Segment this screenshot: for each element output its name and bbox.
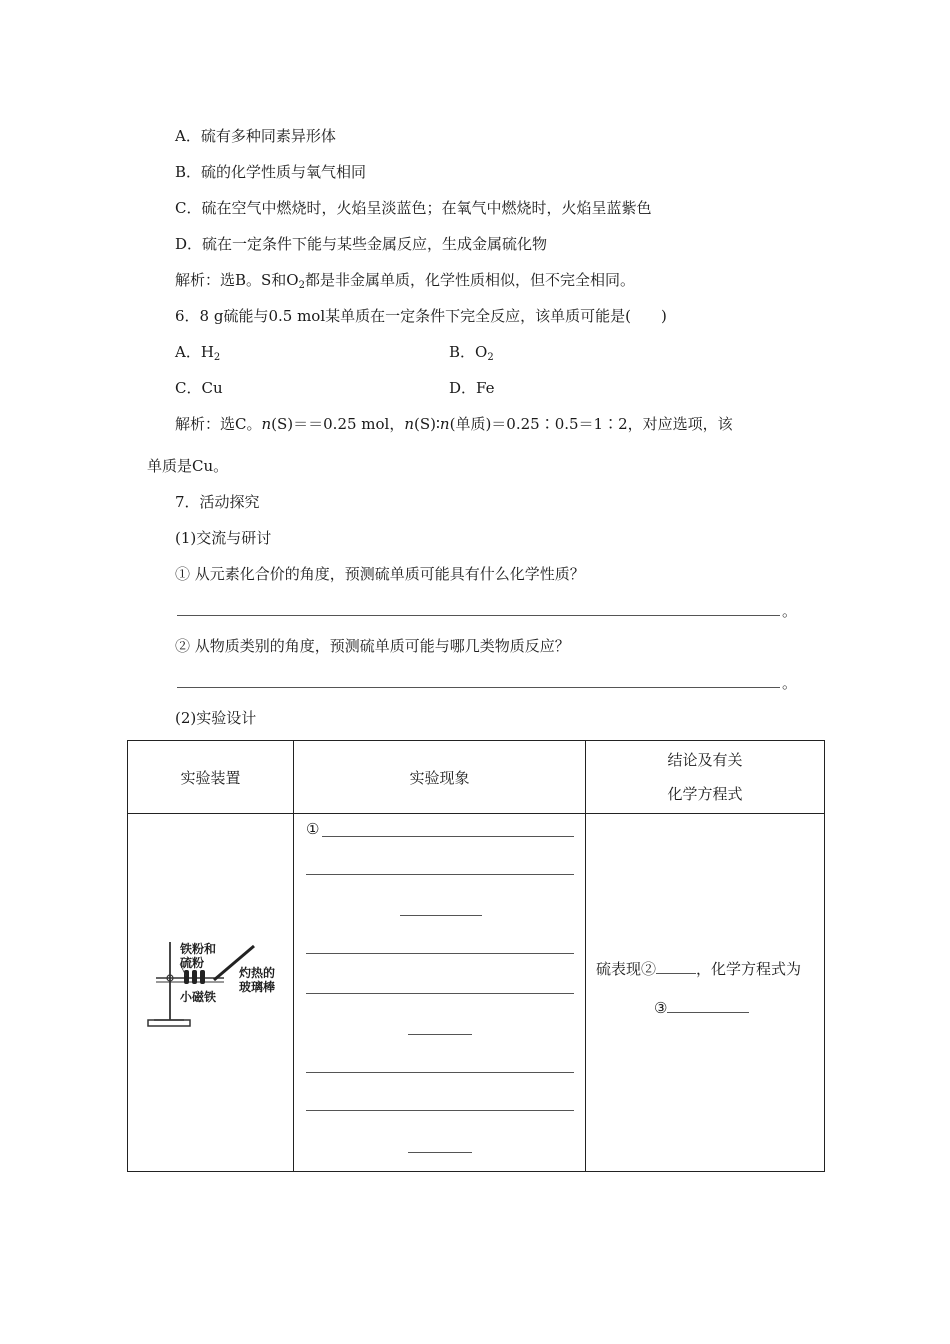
q6-option-a: A．$H_2$ xyxy=(175,343,221,363)
magnet-icon xyxy=(200,970,205,984)
phenomenon-line-short[interactable] xyxy=(408,1034,472,1035)
analysis-q5: 解析：选B。S和$O_2$都是非金属单质，化学性质相似，但不完全相同。 xyxy=(175,271,635,291)
magnet-icon xyxy=(192,970,197,984)
blank-2[interactable] xyxy=(656,959,696,974)
analysis-q6: 解析：选C。n(S)＝＝0.25 mol，n(S)∶n(单质)＝0.25∶0.5＝1∶2，对应选项，该 xyxy=(175,415,733,433)
item-2-question: ② 从物质类别的角度，预测硫单质可能与哪几类物质反应？ xyxy=(175,637,570,655)
part-2-heading: (2)实验设计 xyxy=(175,709,257,727)
conclusion-cell xyxy=(586,814,825,1172)
conclusion-text: 硫表现② ，化学方程式为 xyxy=(596,960,802,978)
blank-3[interactable] xyxy=(667,998,749,1013)
part-1-heading: (1)交流与研讨 xyxy=(175,529,272,547)
item-1-question: ① 从元素化合价的角度，预测硫单质可能具有什么化学性质？ xyxy=(175,565,585,583)
equation-text: ③ xyxy=(654,998,749,1017)
period-1: 。 xyxy=(782,602,798,620)
phenomenon-line-short[interactable] xyxy=(400,915,482,916)
option-a: A．硫有多种同素异形体 xyxy=(175,127,336,145)
q6-option-b: B．$O_2$ xyxy=(449,343,494,363)
label-magnet: 小磁铁 xyxy=(180,990,217,1004)
phenomenon-line[interactable] xyxy=(306,1110,574,1111)
phenomenon-line[interactable] xyxy=(306,953,574,954)
phenomenon-line[interactable] xyxy=(322,836,574,837)
phenomenon-line[interactable] xyxy=(306,993,574,994)
q6-option-d: D．Fe xyxy=(449,379,495,397)
phenomenon-line-short[interactable] xyxy=(408,1152,472,1153)
header-phenomenon: 实验现象 xyxy=(294,741,586,814)
stand-base xyxy=(148,1020,190,1026)
phenomenon-line[interactable] xyxy=(306,1072,574,1073)
apparatus-cell xyxy=(128,814,294,1172)
phenomenon-cell xyxy=(294,814,586,1172)
option-b: B．硫的化学性质与氧气相同 xyxy=(175,163,367,181)
label-hot-glass-rod: 灼热的 玻璃棒 xyxy=(239,966,276,994)
phenomenon-line[interactable] xyxy=(306,874,574,875)
experiment-table xyxy=(127,740,825,1172)
header-conclusion-line1: 结论及有关 xyxy=(667,751,743,769)
magnet-icon xyxy=(184,970,189,984)
header-apparatus: 实验装置 xyxy=(128,741,294,814)
period-2: 。 xyxy=(782,674,798,692)
phenomenon-number: ① xyxy=(306,820,320,838)
question-7-title: 7．活动探究 xyxy=(175,493,260,511)
header-conclusion-line2: 化学方程式 xyxy=(667,785,743,803)
answer-line-1[interactable] xyxy=(177,615,780,616)
label-iron-sulfur-powder: 铁粉和 硫粉 xyxy=(180,942,217,970)
answer-line-2[interactable] xyxy=(177,687,780,688)
option-c: C．硫在空气中燃烧时，火焰呈淡蓝色；在氧气中燃烧时，火焰呈蓝紫色 xyxy=(175,199,652,217)
analysis-q6-continued: 单质是Cu。 xyxy=(147,457,229,475)
header-conclusion xyxy=(586,741,825,814)
option-d: D．硫在一定条件下能与某些金属反应，生成金属硫化物 xyxy=(175,235,548,253)
question-6-stem: 6．8 g硫能与0.5 mol某单质在一定条件下完全反应，该单质可能是( ) xyxy=(175,307,667,325)
q6-option-c: C．Cu xyxy=(175,379,223,397)
